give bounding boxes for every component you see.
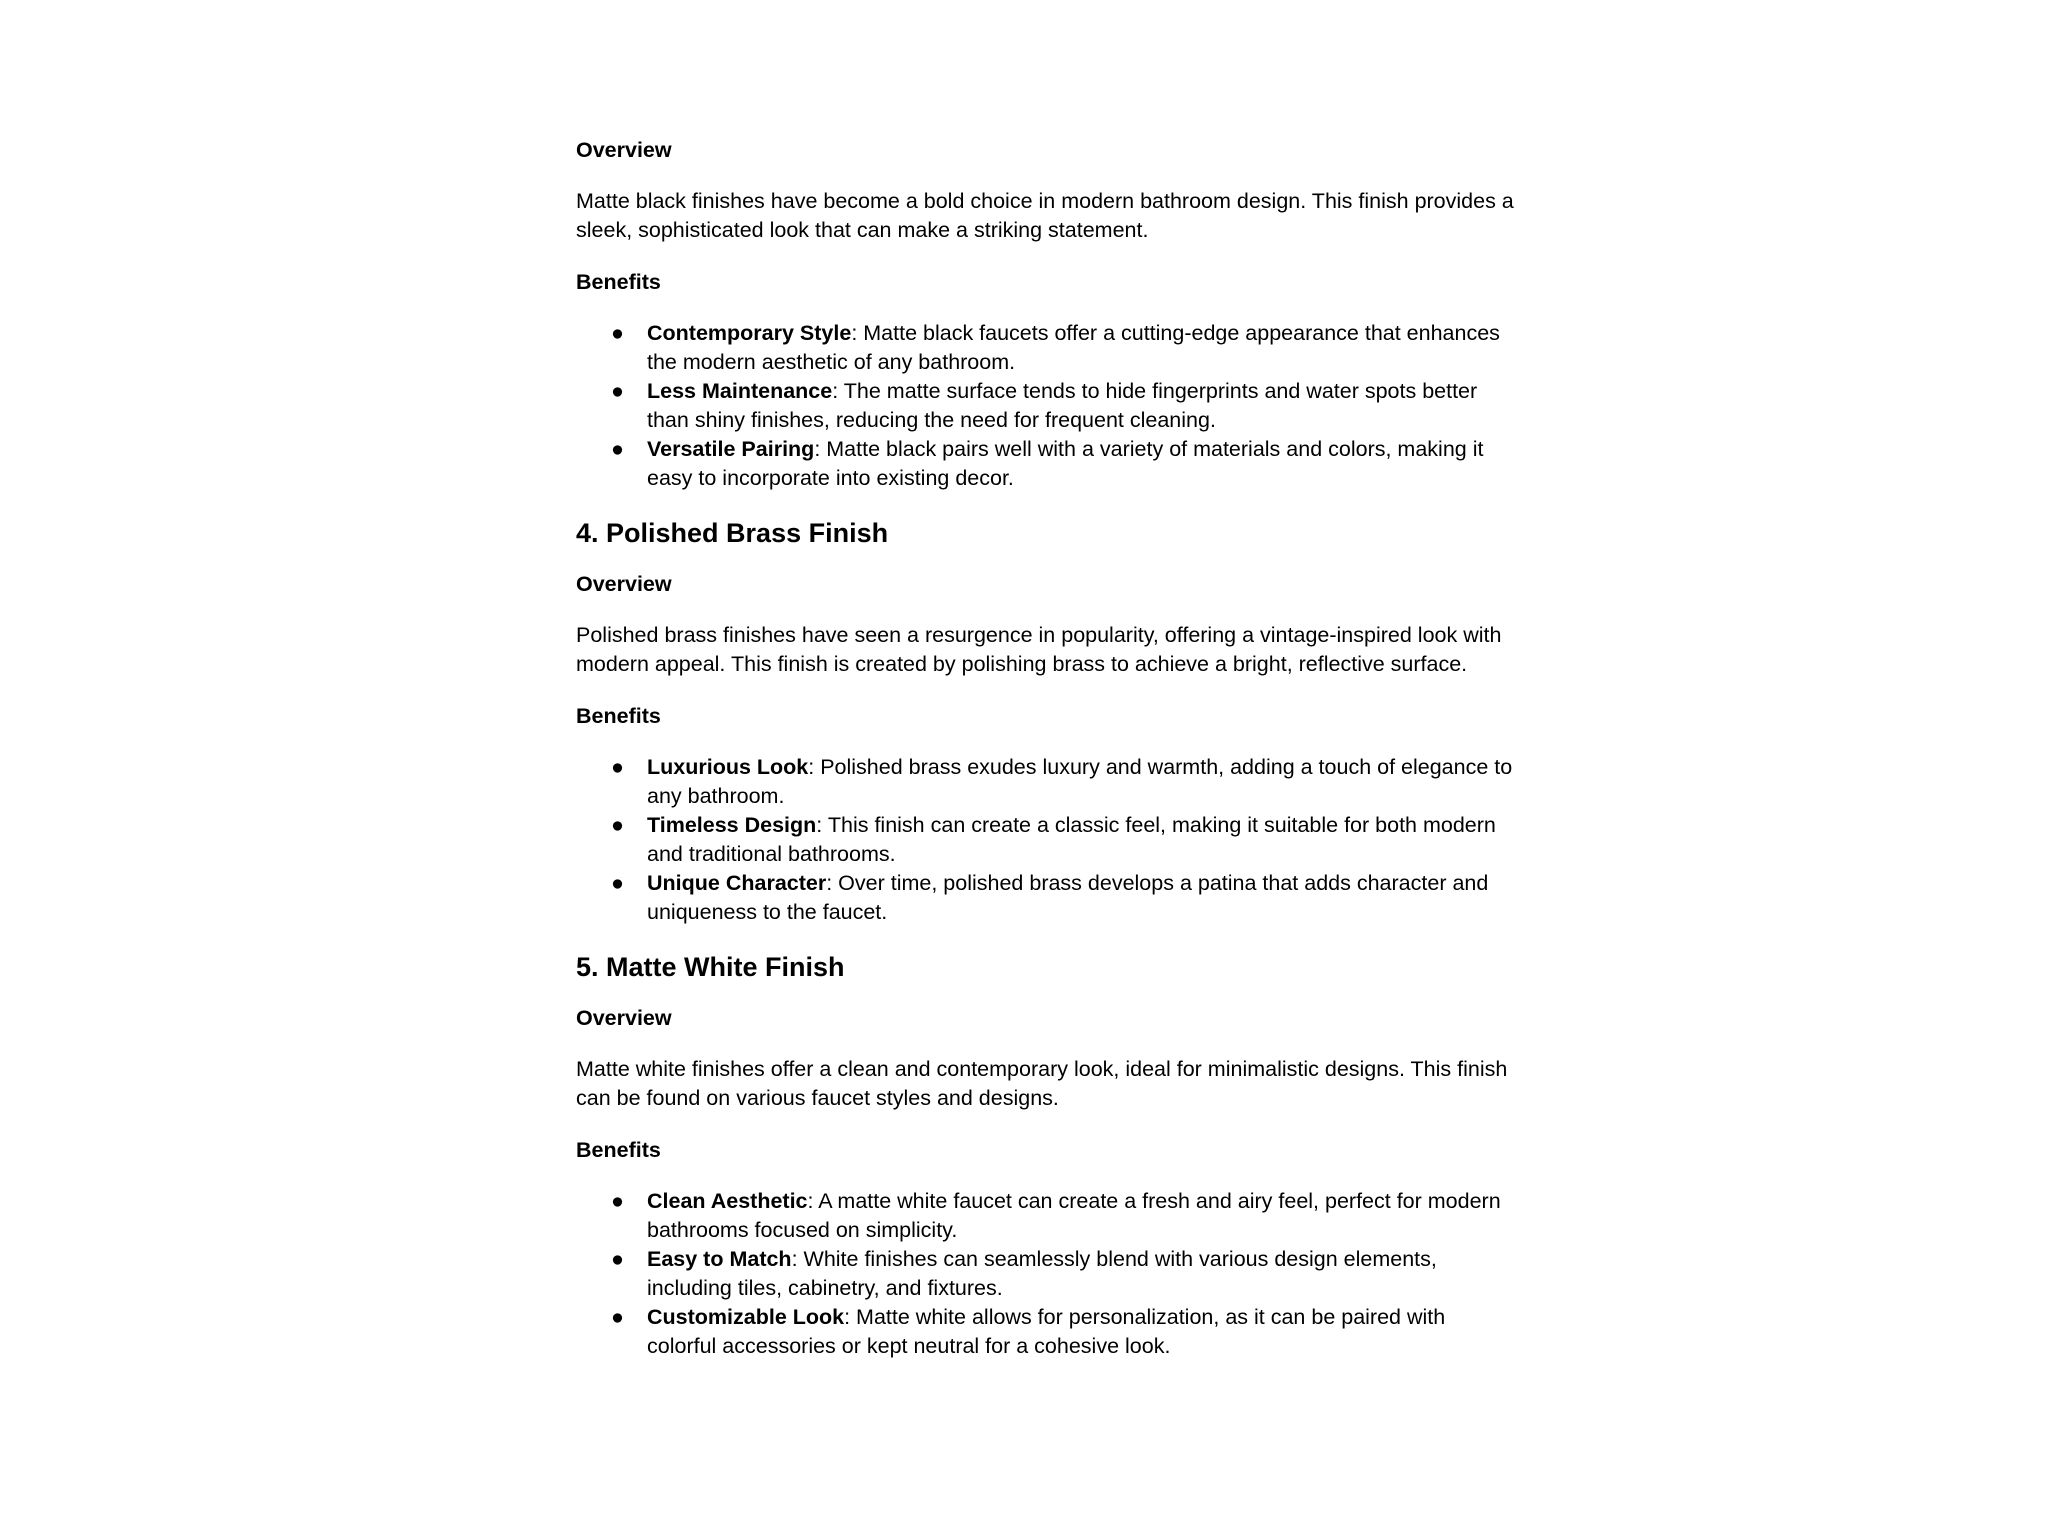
bullet-icon: ● [611,321,624,345]
section-polished-brass [576,515,1516,927]
list-item [576,319,1516,377]
section-matte-black [576,135,1516,493]
list-item [576,869,1516,927]
benefits-list [576,753,1516,927]
bullet-icon: ● [611,871,624,895]
section-heading: 4. Polished Brass Finish [576,518,889,548]
benefits-list [576,1187,1516,1361]
benefit-term: Customizable Look [647,1305,845,1329]
section-heading: 5. Matte White Finish [576,952,845,982]
list-item [576,435,1516,493]
benefit-text: : Matte white allows for personalization, as it can be paired with colorful accessories or kept neutral for a cohesive look. [647,1305,1446,1358]
benefit-term: Timeless Design [647,813,817,837]
list-item [576,377,1516,435]
list-item [576,811,1516,869]
bullet-icon: ● [611,1247,624,1271]
section-matte-white [576,949,1516,1361]
benefit-term: Clean Aesthetic [647,1189,808,1213]
bullet-icon: ● [611,1305,624,1329]
benefit-text: : Over time, polished brass develops a patina that adds character and uniqueness to the faucet. [647,871,1489,924]
benefits-title: Benefits [576,704,661,728]
benefits-list [576,319,1516,493]
benefit-term: Less Maintenance [647,379,833,403]
benefit-term: Versatile Pairing [647,437,815,461]
bullet-icon: ● [611,813,624,837]
overview-title: Overview [576,138,672,162]
bullet-icon: ● [611,437,624,461]
bullet-icon: ● [611,755,624,779]
overview-title: Overview [576,1006,672,1030]
overview-title: Overview [576,572,672,596]
benefit-term: Easy to Match [647,1247,792,1271]
benefit-text: : The matte surface tends to hide fingerprints and water spots better than shiny finishes, reducing the need for frequent cleaning. [647,379,1478,432]
benefit-term: Unique Character [647,871,827,895]
bullet-icon: ● [611,379,624,403]
benefit-term: Contemporary Style [647,321,852,345]
list-item [576,1303,1516,1361]
benefit-term: Luxurious Look [647,755,809,779]
benefits-title: Benefits [576,270,661,294]
benefit-text: : Matte black faucets offer a cutting-edge appearance that enhances the modern aesthetic of any bathroom. [647,321,1500,374]
benefit-text: : Matte black pairs well with a variety of materials and colors, making it easy to incorporate into existing decor. [647,437,1484,490]
overview-text: Matte black finishes have become a bold choice in modern bathroom design. This finish provides a sleek, sophisticated look that can make a striking statement. [576,189,1514,242]
list-item [576,1187,1516,1245]
benefit-text: : Polished brass exudes luxury and warmth, adding a touch of elegance to any bathroom. [647,755,1513,808]
overview-text: Matte white finishes offer a clean and contemporary look, ideal for minimalistic designs. This finish can be found on various faucet styles and designs. [576,1057,1508,1110]
list-item [576,1245,1516,1303]
overview-text: Polished brass finishes have seen a resurgence in popularity, offering a vintage-inspired look with modern appeal. This finish is created by polishing brass to achieve a bright, reflective surface. [576,623,1502,676]
list-item [576,753,1516,811]
benefits-title: Benefits [576,1138,661,1162]
bullet-icon: ● [611,1189,624,1213]
benefit-text: : White finishes can seamlessly blend with various design elements, including tiles, cabinetry, and fixtures. [647,1247,1437,1300]
benefit-text: : A matte white faucet can create a fresh and airy feel, perfect for modern bathrooms focused on simplicity. [647,1189,1501,1242]
benefit-text: : This finish can create a classic feel, making it suitable for both modern and traditional bathrooms. [647,813,1496,866]
document-page [576,135,1516,1383]
